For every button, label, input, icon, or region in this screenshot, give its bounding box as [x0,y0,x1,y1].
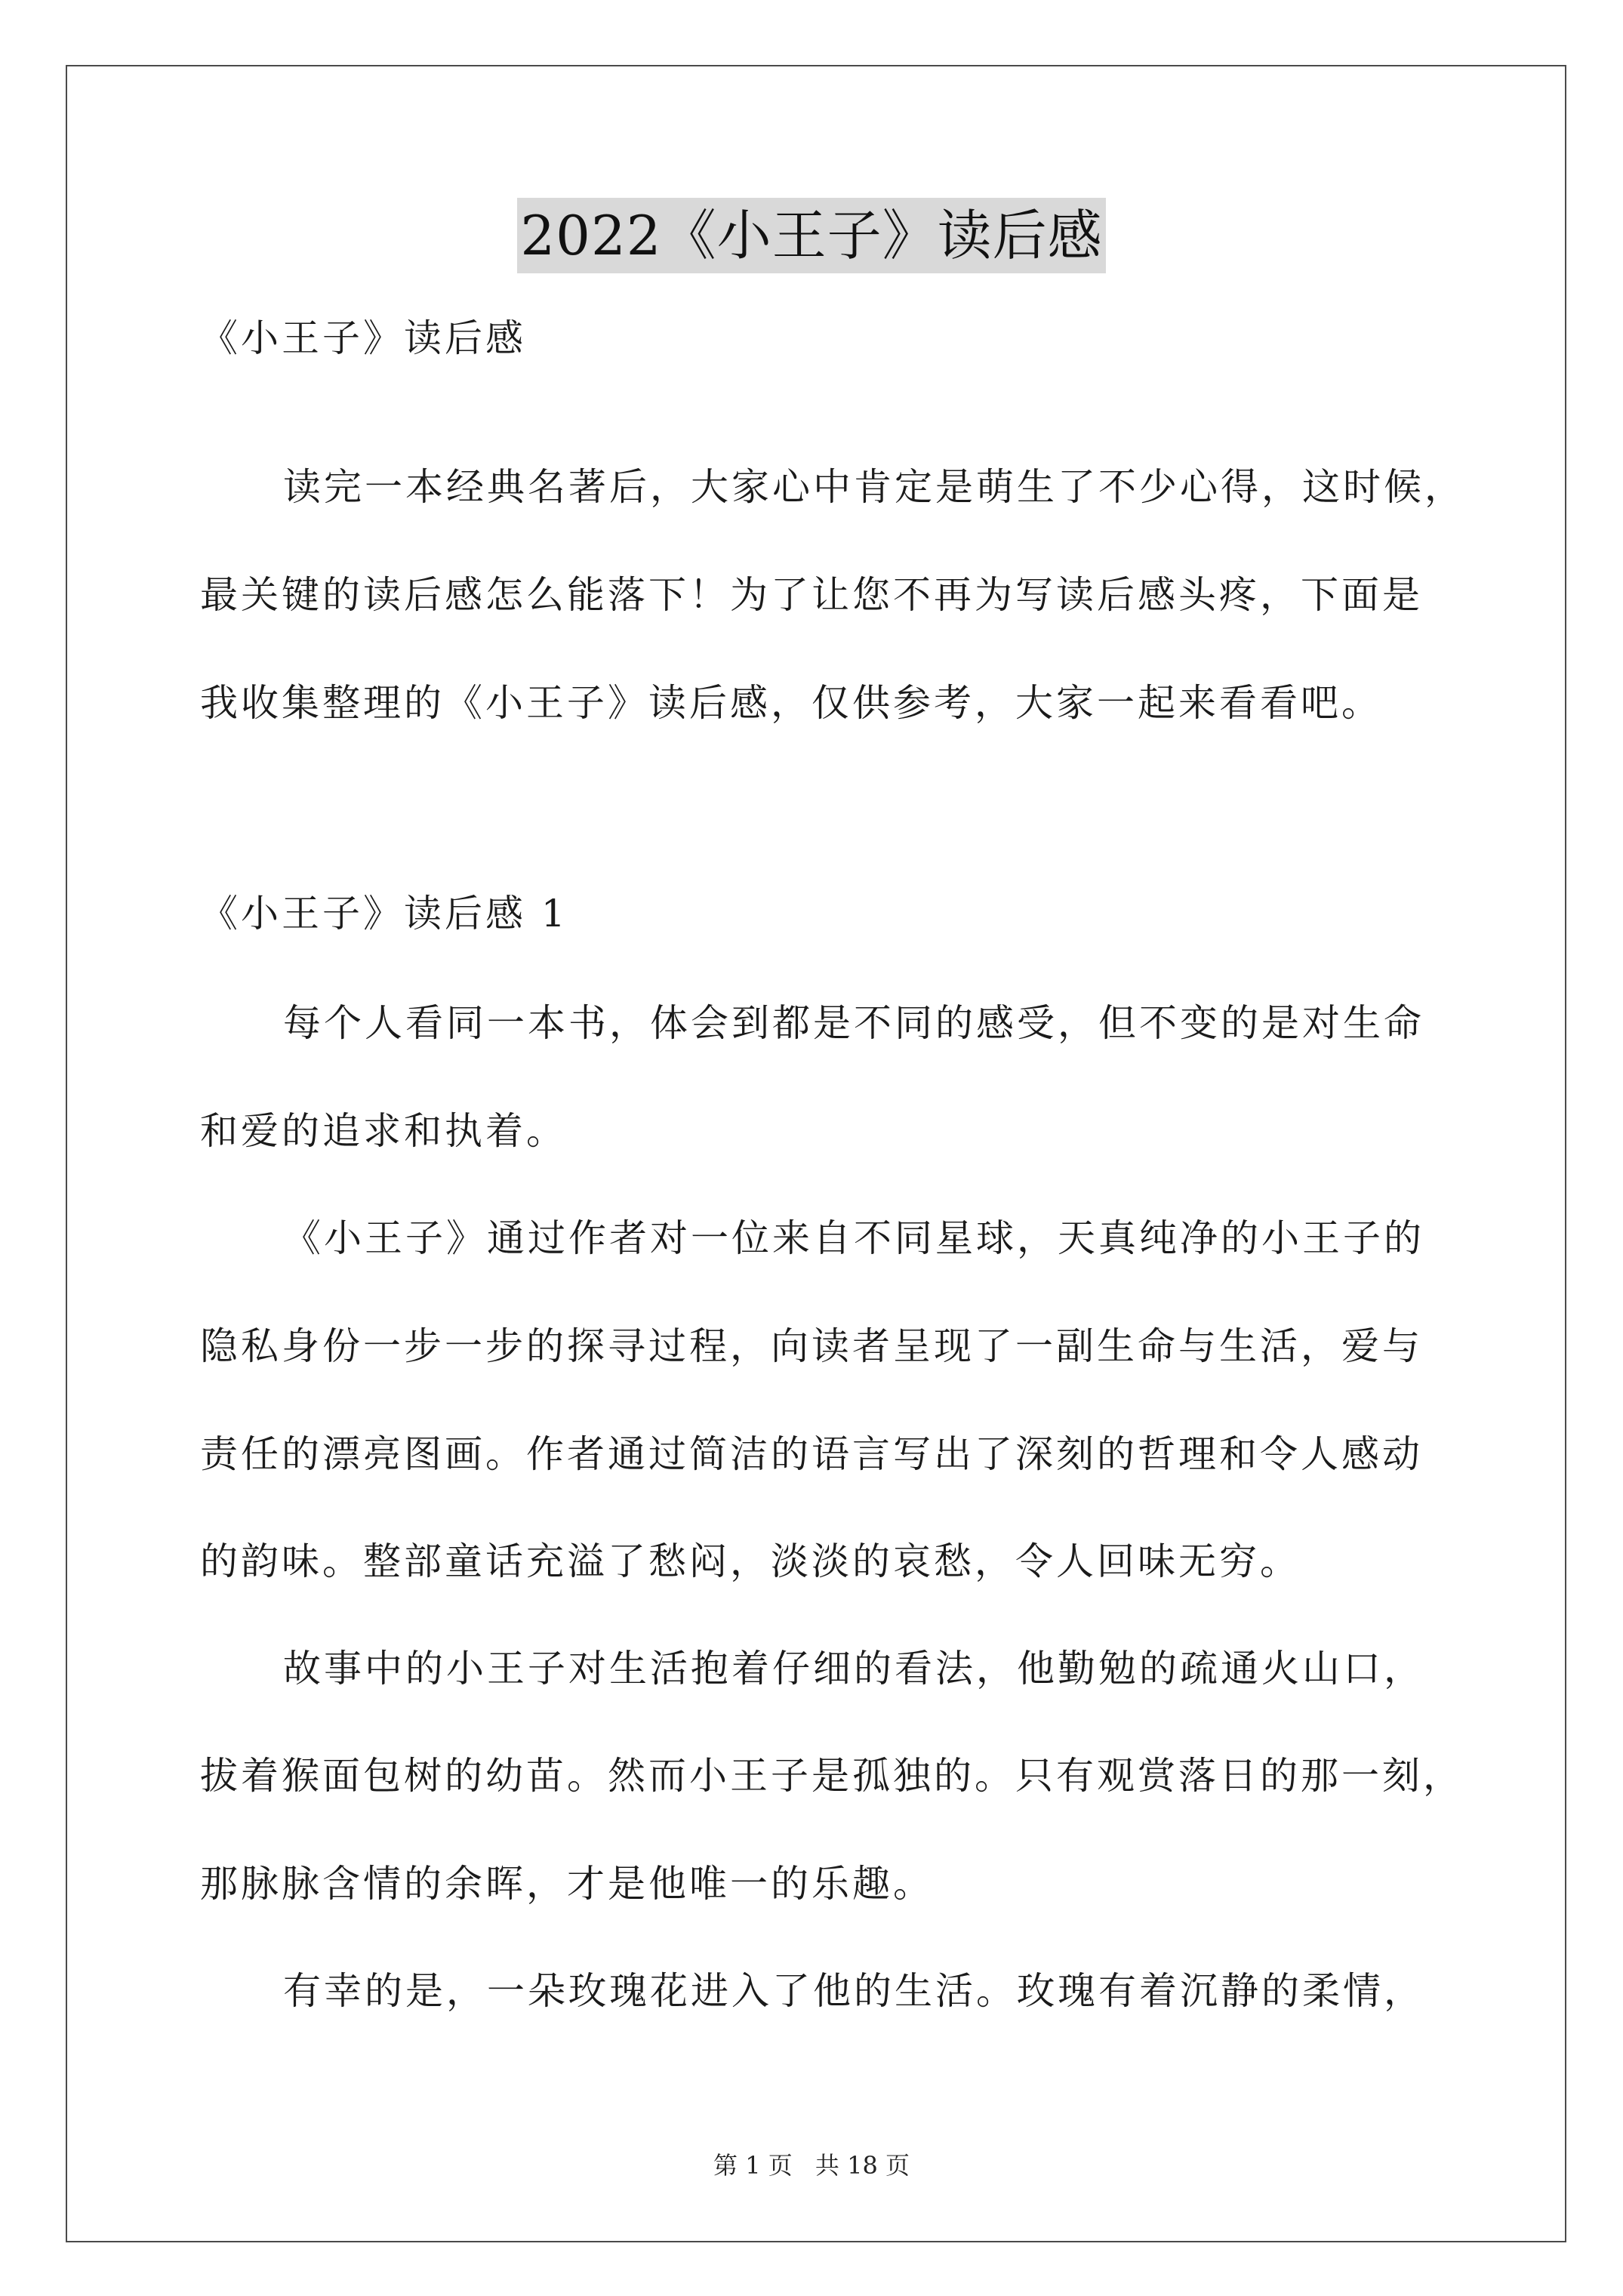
para2-line-3: 责任的漂亮图画。作者通过简洁的语言写出了深刻的哲理和令人感动 [200,1432,1423,1476]
page-border [66,65,1566,2242]
para2-line-4: 的韵味。整部童话充溢了愁闷，淡淡的哀愁，令人回味无穷。 [200,1539,1301,1583]
para2-line-2: 隐私身份一步一步的探寻过程，向读者呈现了一副生命与生活，爱与 [200,1324,1423,1368]
para3-line-3: 那脉脉含情的余晖，才是他唯一的乐趣。 [200,1862,934,1906]
page-number: 第 1 页 [713,2151,793,2180]
document-title: 2022《小王子》读后感 [517,198,1105,273]
section-heading: 《小王子》读后感 1 [200,892,568,935]
intro-line-3: 我收集整理的《小王子》读后感，仅供参考，大家一起来看看吧。 [200,681,1382,725]
intro-line-2: 最关键的读后感怎么能落下！为了让您不再为写读后感头疼，下面是 [200,573,1423,617]
para3-line-2: 拔着猴面包树的幼苗。然而小王子是孤独的。只有观赏落日的那一刻， [200,1754,1464,1798]
page-footer [0,2150,1623,2180]
para1-line-1: 每个人看同一本书，体会到都是不同的感受，但不变的是对生命 [283,1001,1424,1045]
intro-line-1: 读完一本经典名著后，大家心中肯定是萌生了不少心得，这时候， [283,465,1465,509]
subtitle: 《小王子》读后感 [200,316,526,360]
para2-line-1: 《小王子》通过作者对一位来自不同星球，天真纯净的小王子的 [283,1216,1424,1260]
para4-line-1: 有幸的是，一朵玫瑰花进入了他的生活。玫瑰有着沉静的柔情， [283,1969,1424,2013]
title-wrap [0,198,1623,273]
para3-line-1: 故事中的小王子对生活抱着仔细的看法，他勤勉的疏通火山口， [283,1647,1424,1690]
para1-line-2: 和爱的追求和执着。 [200,1109,567,1153]
page-total: 共 18 页 [815,2151,910,2180]
